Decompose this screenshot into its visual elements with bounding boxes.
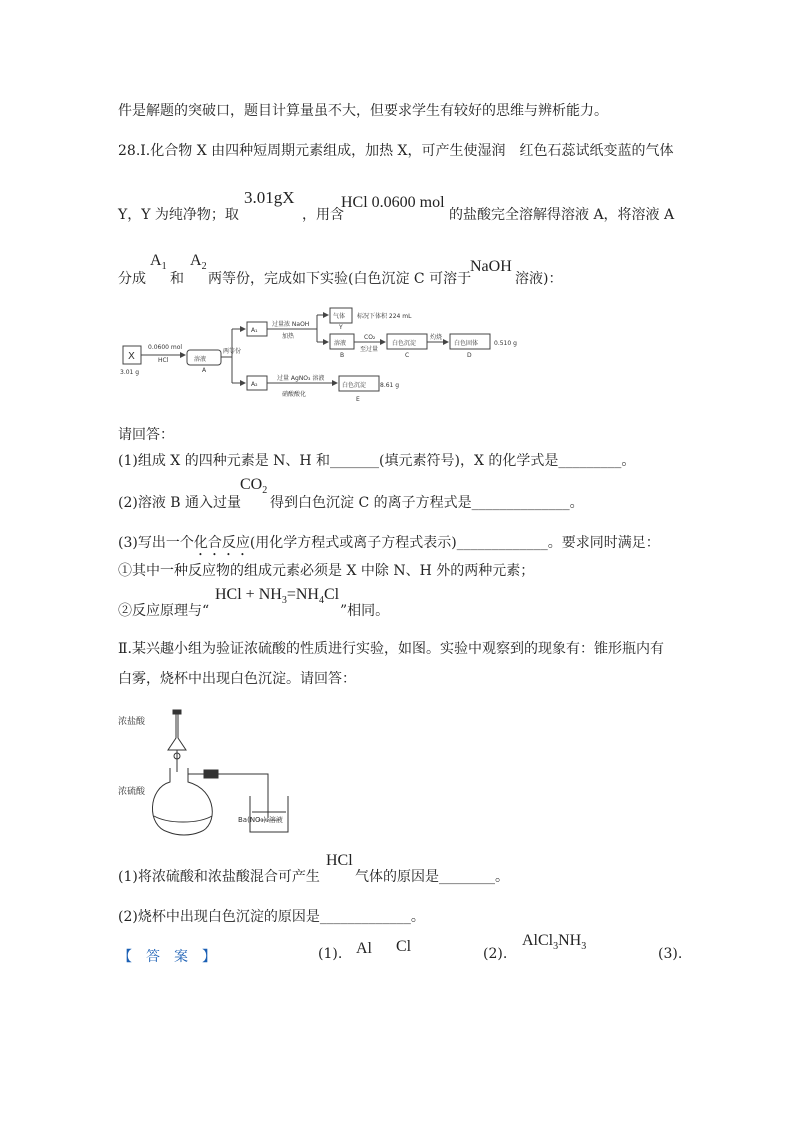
text-seg: 分成 — [118, 271, 146, 287]
part-2-line-2: 白雾，烧杯中出现白色沉淀。请回答： — [118, 671, 356, 687]
math-hcl: HCl — [326, 852, 353, 869]
math-co2 — [240, 476, 267, 496]
flow-agno3-top: 过量 AgNO₃ 溶液 — [277, 375, 325, 382]
condition-2-b: ”相同。 — [340, 603, 390, 619]
math-hcl-amount: HCl 0.0600 mol — [341, 194, 445, 211]
emphasis-dotted: 化合反应 — [193, 535, 250, 551]
question-3 — [118, 532, 660, 559]
flow-naoh-bot: 加热 — [282, 333, 295, 340]
condition-1: ①其中一种反应物的组成元素必须是 X 中除 N、H 外的两种元素； — [118, 563, 535, 579]
eq-part: HCl + NH — [215, 586, 282, 603]
label-conc-hcl: 浓盐酸 — [118, 717, 146, 727]
answer-1-num: (1). — [318, 946, 343, 962]
math-equation — [215, 586, 339, 606]
formula-part: NH — [558, 932, 582, 949]
flow-ppt-e-sub: E — [356, 396, 360, 403]
answer-3-num: (3). — [658, 946, 683, 962]
flow-agno3-bot: 硝酸酸化 — [282, 391, 307, 398]
text-line-1: 件是解题的突破口，题目计算量虽不大，但要求学生有较好的思维与辨析能力。 — [118, 103, 608, 119]
math-mass-x: 3.01gX — [244, 188, 295, 207]
flow-gas-note: 标况下体积 224 mL — [357, 313, 412, 320]
formula-part: AlCl — [522, 932, 554, 949]
flow-a1: A₁ — [251, 327, 258, 334]
subscript: 1 — [161, 261, 167, 273]
symbol: A — [190, 252, 202, 269]
question-28-line-3 — [118, 204, 239, 224]
text-seg: (用化学方程式或离子方程式表示)_____________。要求同时满足： — [249, 535, 660, 551]
flow-solid: 白色固体 — [454, 340, 479, 347]
part-2-question-2: (2)烧杯中出现白色沉淀的原因是_____________。 — [118, 909, 425, 925]
flask-outline — [152, 768, 212, 835]
text-seg: Y，Y 为纯净物；取 — [118, 207, 239, 223]
flow-ppt-c-sub: C — [405, 352, 410, 359]
math-naoh: NaOH — [470, 258, 512, 275]
beaker-outline — [250, 796, 288, 832]
funnel-outline — [168, 712, 186, 750]
subscript: 3 — [281, 595, 287, 607]
flask-liquid-line — [154, 816, 212, 822]
text-seg: ，用含 — [302, 207, 344, 223]
flow-burn: 灼烧 — [430, 334, 443, 341]
questions-heading: 请回答： — [118, 427, 174, 443]
question-2-b: 得到白色沉淀 C 的离子方程式是______________。 — [270, 495, 584, 511]
subscript: 4 — [318, 595, 324, 607]
text-seg: 和 — [170, 271, 184, 287]
flow-solid-mass: 0.510 g — [494, 340, 517, 347]
flow-x-mass: 3.01 g — [120, 369, 140, 376]
flow-split: 两等份 — [223, 348, 242, 355]
eq-part: =NH — [286, 586, 319, 603]
text-seg: 溶液)： — [515, 271, 563, 287]
flow-ppt-e: 白色沉淀 — [342, 382, 367, 389]
flow-sol-b: 溶液 — [334, 340, 347, 347]
subscript: 2 — [262, 485, 268, 497]
answer-1-b: Cl — [396, 938, 412, 955]
flow-x-label: X — [128, 351, 135, 362]
part-2-line-1: Ⅱ.某兴趣小组为验证浓硫酸的性质进行实验，如图。实验中观察到的现象有：锥形瓶内有 — [118, 641, 664, 657]
question-2-a: (2)溶液 B 通入过量 — [118, 495, 242, 511]
flow-gas: 气体 — [333, 313, 346, 320]
text-seg: 两等份，完成如下实验(白色沉淀 C 可溶于 — [208, 271, 472, 287]
part-2-question-1-a: (1)将浓硫酸和浓盐酸混合可产生 — [118, 869, 320, 885]
answer-2-num: (2). — [483, 946, 508, 962]
symbol: A — [150, 252, 162, 269]
experiment-flowchart — [112, 306, 532, 406]
answer-1-a: Al — [356, 940, 372, 957]
part-2-question-1-b: 气体的原因是________。 — [355, 869, 509, 885]
flow-reagent-bot: HCl — [158, 357, 169, 364]
subscript: 3 — [553, 941, 559, 953]
answer-2-value — [522, 932, 586, 952]
flow-ppt-e-mass: 8.61 g — [380, 382, 400, 389]
flow-a2: A₂ — [251, 381, 258, 388]
subscript: 3 — [581, 941, 587, 953]
eq-part: Cl — [323, 586, 340, 603]
flow-solid-sub: D — [467, 352, 472, 359]
subscript: 2 — [201, 261, 207, 273]
condition-2-a: ②反应原理与“ — [118, 603, 210, 619]
apparatus-diagram — [118, 708, 318, 838]
delivery-tube — [218, 774, 268, 818]
label-ba-solution: Ba(NO₃)₂溶液 — [238, 816, 283, 824]
text-seg: (3)写出一个 — [118, 535, 194, 551]
math-a1 — [150, 252, 167, 272]
flow-gas-sub: Y — [339, 324, 343, 331]
math-a2 — [190, 252, 207, 272]
label-conc-h2so4: 浓硫酸 — [118, 787, 146, 797]
flow-reagent-top: 0.0600 mol — [148, 344, 183, 351]
flow-ppt-c: 白色沉淀 — [392, 340, 417, 347]
flow-solution: 溶液 — [194, 356, 207, 363]
flow-solution-sub: A — [202, 367, 207, 374]
flow-co2-bot: 至过量 — [360, 346, 379, 353]
text-seg: 的盐酸完全溶解得溶液 A，将溶液 A — [449, 207, 675, 223]
rubber-tube — [204, 770, 218, 778]
flow-sol-b-sub: B — [340, 352, 345, 359]
funnel-stopper — [173, 710, 181, 714]
flow-naoh-top: 过量浓 NaOH — [272, 321, 310, 328]
answer-label: 【 答 案 】 — [118, 949, 216, 965]
question-28-intro: 28.Ⅰ.化合物 X 由四种短周期元素组成，加热 X，可产生使湿润 红色石蕊试纸变蓝的气体 — [118, 143, 674, 159]
question-1: (1)组成 X 的四种元素是 N、H 和_______(填元素符号)，X 的化学式是_________。 — [118, 453, 636, 469]
flow-co2-top: CO₂ — [364, 334, 376, 341]
symbol: CO — [240, 476, 263, 493]
